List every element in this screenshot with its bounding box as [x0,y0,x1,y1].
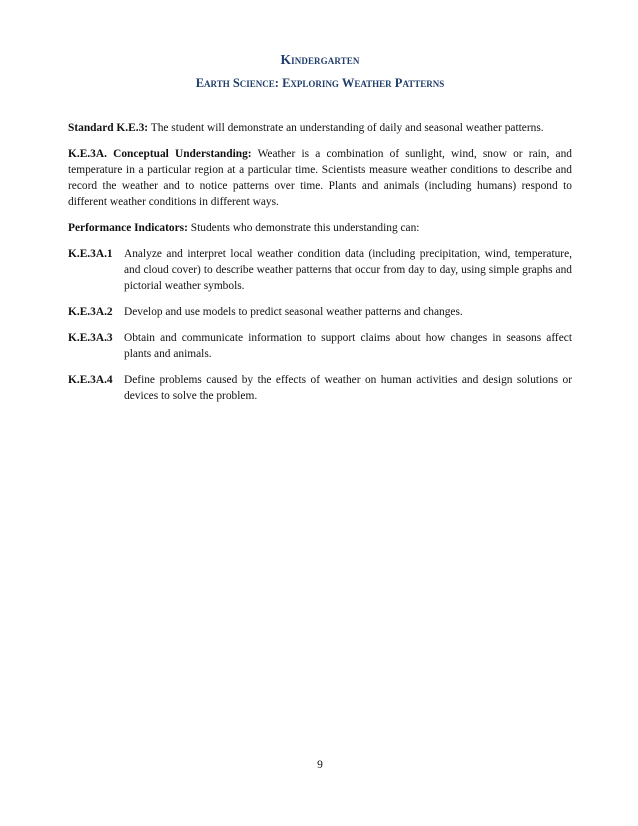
indicator-text: Define problems caused by the effects of weather on human activities and design solutions or devices to solve the problem. [124,374,572,402]
performance-label: Performance Indicators: [68,222,188,234]
indicator-item [68,304,572,320]
indicator-code: K.E.3A.1 [68,248,113,260]
indicator-code: K.E.3A.3 [68,332,113,344]
standard-text: The student will demonstrate an understanding of daily and seasonal weather patterns. [150,122,544,134]
page-number: 9 [317,759,323,771]
indicator-code: K.E.3A.2 [68,306,113,318]
indicator-text: Analyze and interpret local weather condition data (including precipitation, wind, temperature, and cloud cover) to describe weather patterns that occur from day to day, using simple graphs and pictorial weather symbols. [124,248,572,292]
indicator-item [68,330,572,362]
performance-paragraph [68,220,572,236]
indicator-code: K.E.3A.4 [68,374,113,386]
conceptual-paragraph [68,146,572,210]
indicator-item [68,372,572,404]
page-subtitle: Earth Science: Exploring Weather Patterns [195,76,445,90]
document-page [68,0,572,826]
conceptual-label: K.E.3A. Conceptual Understanding: [68,148,252,160]
document-body [68,120,572,414]
standard-label: Standard K.E.3: [68,122,149,134]
conceptual-text: Weather is a combination of sunlight, wind, snow or rain, and temperature in a particular region at a particular time. Scientists measure weather conditions to describe and record the weather and to notice patterns over time. Plants and animals (including humans) respond to different weather conditions in different ways. [68,148,572,208]
indicator-item [68,246,572,294]
page-title: Kindergarten [280,52,360,67]
indicator-text: Develop and use models to predict seasonal weather patterns and changes. [124,306,463,318]
indicator-text: Obtain and communicate information to support claims about how changes in seasons affect plants and animals. [124,332,572,360]
standard-paragraph [68,120,572,136]
performance-text: Students who demonstrate this understanding can: [190,222,420,234]
